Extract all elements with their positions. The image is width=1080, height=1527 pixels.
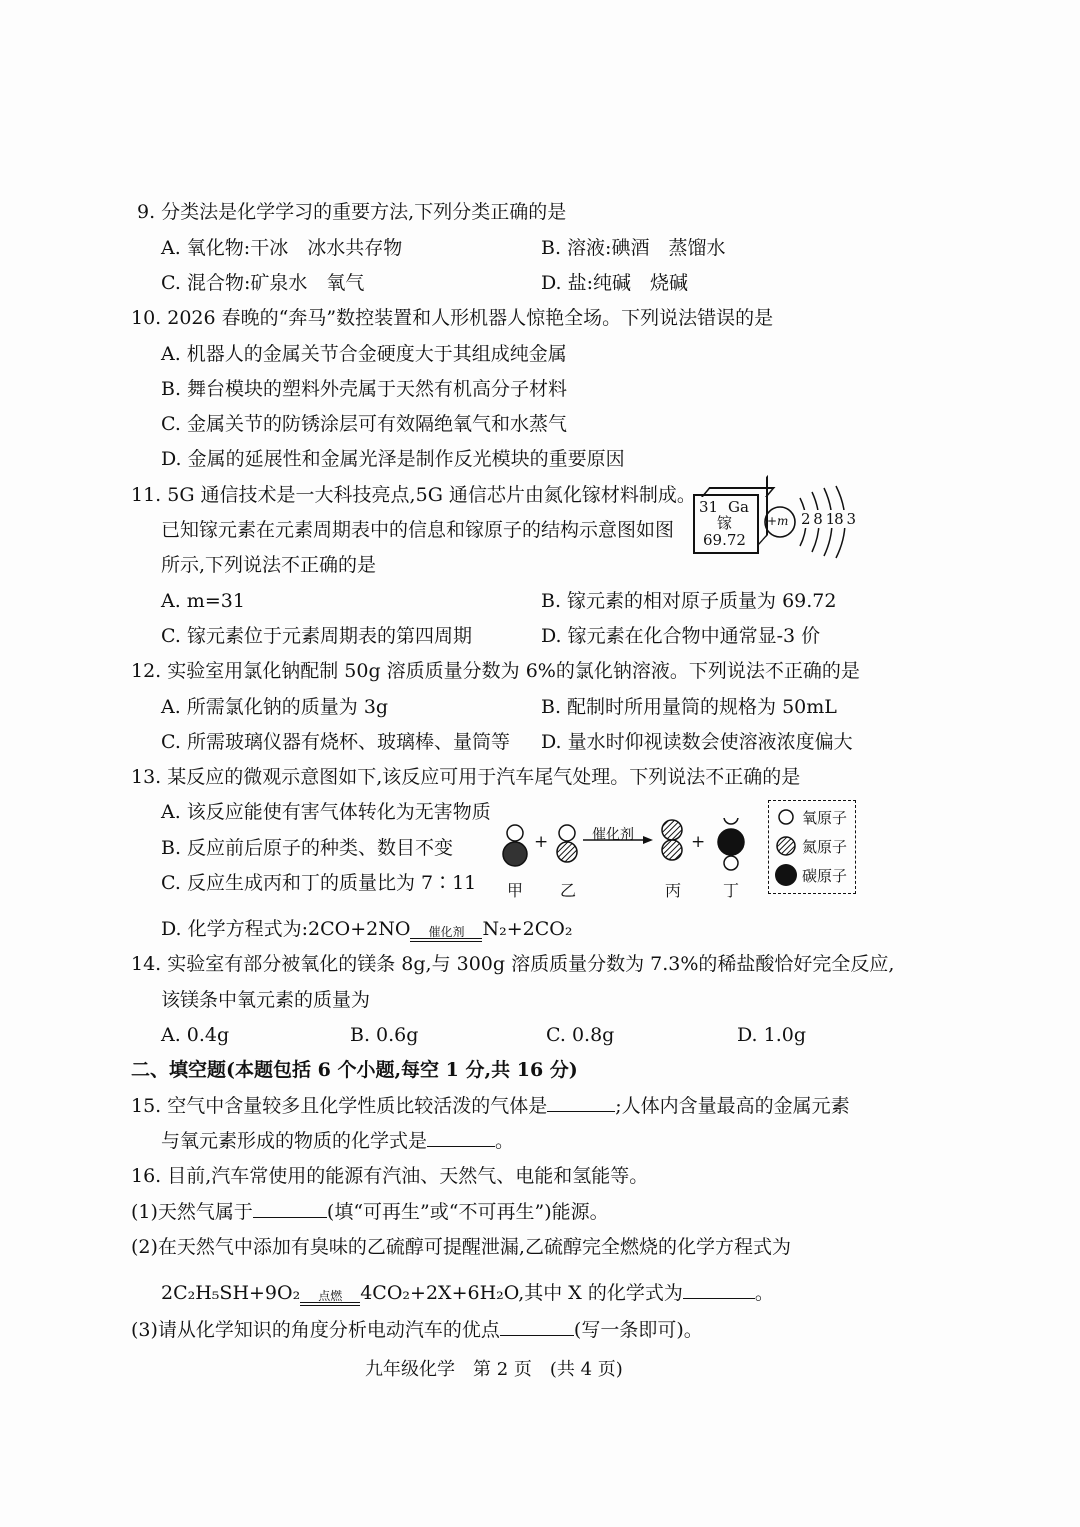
legend-oxygen-symbol — [779, 810, 793, 824]
element-number: 31 — [699, 498, 719, 516]
q16-sub2: (2)在天然气中添加有臭味的乙硫醇可提醒泄漏,乙硫醇完全燃烧的化学方程式为 — [131, 1236, 791, 1258]
q13-d-suffix: N₂+2CO₂ — [482, 918, 573, 940]
q16-eq-arrow — [300, 1290, 360, 1306]
q13-option-d — [161, 916, 572, 942]
q11-option-c: C. 镓元素位于元素周期表的第四周期 — [161, 625, 472, 647]
q11-stem-line3: 所示,下列说法不正确的是 — [161, 554, 377, 576]
q14-option-d: D. 1.0g — [737, 1024, 807, 1046]
legend-nitrogen-label: 氮原子 — [802, 838, 848, 856]
jia-oxygen-atom — [507, 825, 523, 841]
bing-nitrogen-atom-2 — [662, 840, 682, 860]
q16-sub1 — [131, 1199, 609, 1225]
q16-blank-3[interactable] — [500, 1317, 574, 1336]
electron-shells: 2 8 18 3 — [801, 510, 856, 528]
element-name: 镓 — [717, 514, 733, 532]
nucleus-charge: +m — [767, 514, 789, 528]
q11-option-d: D. 镓元素在化合物中通常显-3 价 — [541, 625, 821, 647]
q16-sub1-a: (1)天然气属于 — [131, 1201, 253, 1223]
q10-option-c: C. 金属关节的防锈涂层可有效隔绝氧气和水蒸气 — [161, 413, 567, 435]
page-footer: 九年级化学 第 2 页 (共 4 页) — [365, 1359, 623, 1380]
reaction-arrowhead — [643, 836, 653, 844]
q9-stem: 9. 分类法是化学学习的重要方法,下列分类正确的是 — [137, 201, 567, 223]
q11-option-b: B. 镓元素的相对原子质量为 69.72 — [541, 590, 837, 612]
bing-nitrogen-atom-1 — [662, 820, 682, 840]
q16-eq-left: 2C₂H₅SH+9O₂ — [161, 1282, 301, 1304]
q10-option-b: B. 舞台模块的塑料外壳属于天然有机高分子材料 — [161, 378, 568, 400]
q9-option-d: D. 盐:纯碱 烧碱 — [541, 272, 689, 294]
q13-d-condition: 催化剂 — [428, 925, 465, 939]
q10-option-a: A. 机器人的金属关节合金硬度大于其组成纯金属 — [161, 343, 567, 365]
legend-oxygen-label: 氧原子 — [802, 809, 848, 827]
jia-carbon-atom — [503, 842, 527, 866]
yi-nitrogen-atom — [557, 842, 577, 862]
legend-carbon-symbol — [775, 864, 797, 886]
q9-option-c: C. 混合物:矿泉水 氧气 — [161, 272, 365, 294]
q15-line2 — [161, 1128, 514, 1154]
q14-option-c: C. 0.8g — [546, 1024, 615, 1046]
q13-stem: 13. 某反应的微观示意图如下,该反应可用于汽车尾气处理。下列说法不正确的是 — [131, 766, 801, 788]
q13-option-b: B. 反应前后原子的种类、数目不变 — [161, 837, 454, 859]
q12-option-a: A. 所需氯化钠的质量为 3g — [161, 696, 389, 718]
q16-eq-condition: 点燃 — [318, 1289, 343, 1303]
atom-legend — [768, 800, 856, 894]
q16-blank-2[interactable] — [683, 1280, 755, 1299]
q11-stem-line1: 11. 5G 通信技术是一大科技亮点,5G 通信芯片由氮化镓材料制成。 — [131, 484, 696, 506]
ding-oxygen-atom-2 — [724, 856, 738, 870]
q16-sub3-b: (写一条即可)。 — [573, 1319, 703, 1341]
element-symbol: Ga — [728, 498, 749, 516]
q10-stem: 10. 2026 春晚的“奔马”数控装置和人形机器人惊艳全场。下列说法错误的是 — [131, 307, 774, 329]
q16-blank-1[interactable] — [253, 1199, 327, 1218]
q16-sub3 — [131, 1317, 703, 1343]
q12-option-c: C. 所需玻璃仪器有烧杯、玻璃棒、量筒等 — [161, 731, 510, 753]
yi-oxygen-atom — [559, 825, 575, 841]
section-2-heading: 二、填空题(本题包括 6 个小题,每空 1 分,共 16 分) — [131, 1059, 578, 1081]
q13-d-condition-arrow — [410, 926, 482, 942]
q16-sub1-b: (填“可再生”或“不可再生”)能源。 — [326, 1201, 609, 1223]
element-mass: 69.72 — [703, 531, 746, 549]
q15-blank-1[interactable] — [547, 1093, 615, 1112]
q14-stem-line2: 该镁条中氧元素的质量为 — [161, 989, 371, 1011]
q15-part1: 15. 空气中含量较多且化学性质比较活泼的气体是 — [131, 1095, 548, 1117]
q10-option-d: D. 金属的延展性和金属光泽是制作反光模块的重要原因 — [161, 448, 625, 470]
q16-stem: 16. 目前,汽车常使用的能源有汽油、天然气、电能和氢能等。 — [131, 1165, 649, 1187]
q15-part4: 。 — [495, 1130, 515, 1152]
q11-stem-line2: 已知镓元素在元素周期表中的信息和镓原子的结构示意图如图 — [161, 519, 675, 541]
q15-part2: ;人体内含量最高的金属元素 — [615, 1095, 850, 1117]
q9-option-a: A. 氧化物:干冰 冰水共存物 — [161, 237, 403, 259]
label-ding: 丁 — [723, 881, 740, 900]
q11-option-a: A. m=31 — [161, 590, 245, 612]
q16-sub3-a: (3)请从化学知识的角度分析电动汽车的优点 — [131, 1319, 500, 1341]
q15-line1 — [131, 1093, 850, 1119]
catalyst-label: 催化剂 — [592, 827, 634, 843]
ding-carbon-atom — [718, 829, 744, 855]
q14-option-a: A. 0.4g — [161, 1024, 230, 1046]
label-jia: 甲 — [507, 881, 524, 900]
q16-eq-right: 4CO₂+2X+6H₂O,其中 X 的化学式为 — [360, 1282, 683, 1304]
q15-blank-2[interactable] — [427, 1128, 495, 1147]
label-yi: 乙 — [560, 881, 577, 900]
plus-sign-2: + — [691, 832, 706, 852]
q12-option-d: D. 量水时仰视读数会使溶液浓度偏大 — [541, 731, 853, 753]
plus-sign-1: + — [534, 832, 549, 852]
q13-d-prefix: D. 化学方程式为:2CO+2NO — [161, 918, 411, 940]
q16-eq-end: 。 — [754, 1282, 774, 1304]
legend-svg — [773, 805, 799, 889]
q14-option-b: B. 0.6g — [350, 1024, 419, 1046]
label-bing: 丙 — [665, 881, 682, 900]
ding-oxygen-atom-1 — [724, 818, 738, 824]
legend-carbon-label: 碳原子 — [802, 867, 848, 885]
q12-option-b: B. 配制时所用量筒的规格为 50mL — [541, 696, 837, 718]
legend-nitrogen-symbol — [777, 837, 795, 855]
q13-option-c: C. 反应生成丙和丁的质量比为 7∶11 — [161, 872, 477, 894]
q16-equation — [161, 1280, 774, 1306]
q9-option-b: B. 溶液:碘酒 蒸馏水 — [541, 237, 726, 259]
q15-part3: 与氧元素形成的物质的化学式是 — [161, 1130, 428, 1152]
q14-stem-line1: 14. 实验室有部分被氧化的镁条 8g,与 300g 溶质质量分数为 7.3%的稀盐酸恰好完全反应, — [131, 953, 895, 975]
q12-stem: 12. 实验室用氯化钠配制 50g 溶质质量分数为 6%的氯化钠溶液。下列说法不正确的是 — [131, 660, 860, 682]
q13-option-a: A. 该反应能使有害气体转化为无害物质 — [161, 801, 491, 823]
